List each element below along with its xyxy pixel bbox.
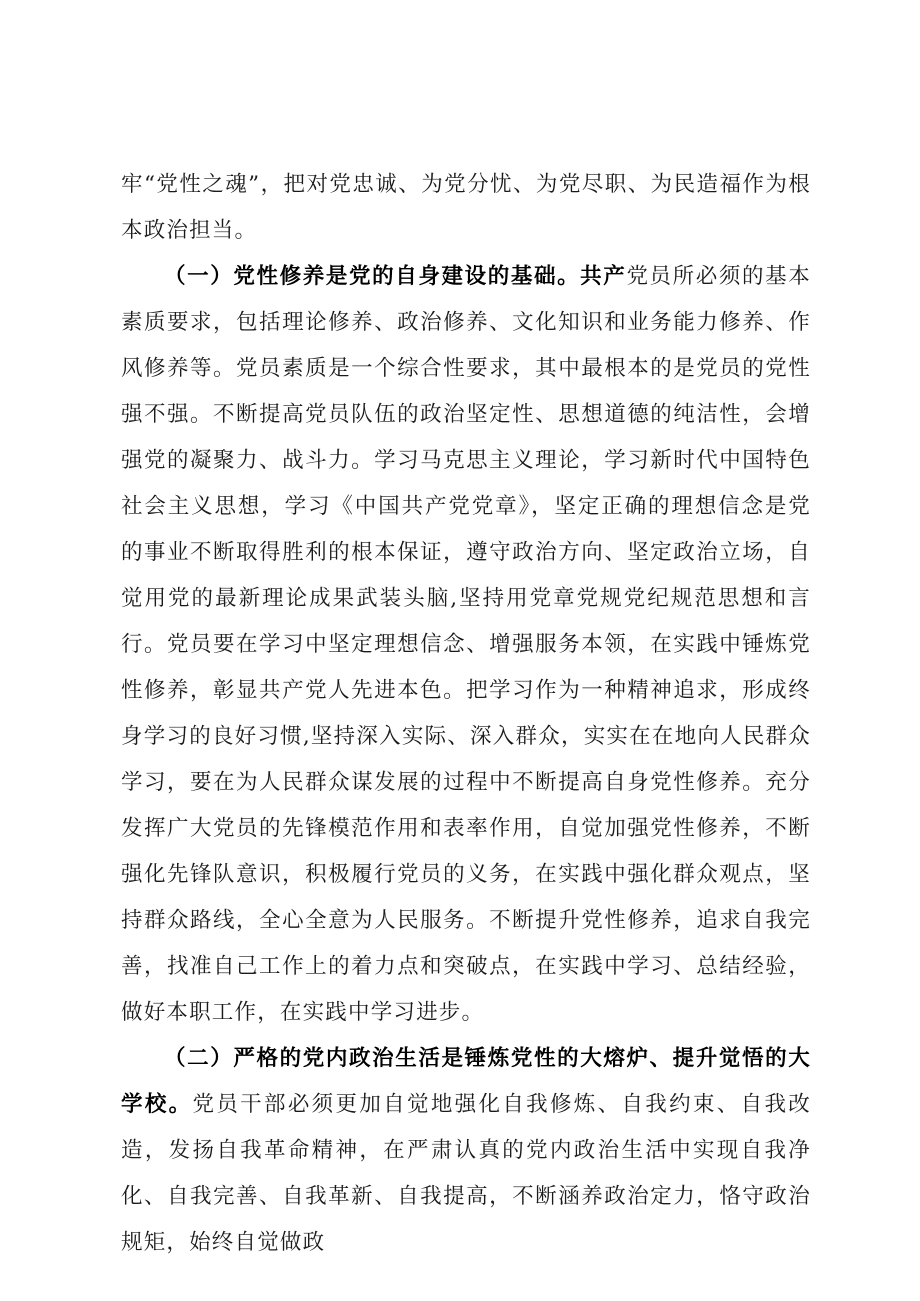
paragraph-text: 党员干部必须更加自觉地强化自我修炼、自我约束、自我改造，发扬自我革命精神，在严肃认真的党内政治生活中实现自我净化、自我完善、自我革新、自我提高，不断涵养政治定力，恪守政治规矩，始终自觉做政 <box>121 1092 811 1255</box>
document-body <box>121 162 811 1266</box>
paragraph-section-2 <box>121 1036 811 1266</box>
paragraph-text: 牢“党性之魂”，把对党忠诚、为党分忧、为党尽职、为民造福作为根本政治担当。 <box>121 172 811 243</box>
paragraph-text: 党员所必须的基本素质要求，包括理论修养、政治修养、文化知识和业务能力修养、作风修养等。党员素质是一个综合性要求，其中最根本的是党员的党性强不强。不断提高党员队伍的政治坚定性、思想道德的纯洁性，会增强党的凝聚力、战斗力。学习马克思主义理论，学习新时代中国特色社会主义思想，学习《中国共产党党章》，坚定正确的理想信念是党的事业不断取得胜利的根本保证，遵守政治方向、坚定政治立场，自觉用党的最新理论成果武装头脑,坚持用党章党规党纪规范思想和言行。党员要在学习中坚定理想信念、增强服务本领，在实践中锤炼党性修养，彰显共产党人先进本色。把学习作为一种精神追求，形成终身学习的良好习惯,坚持深入实际、深入群众，实实在在地向人民群众学习，要在为人民群众谋发展的过程中不断提高自身党性修养。充分发挥广大党员的先锋模范作用和表率作用，自觉加强党性修养，不断强化先锋队意识，积极履行党员的义务，在实践中强化群众观点，坚持群众路线，全心全意为人民服务。不断提升党性修养，追求自我完善，找准自己工作上的着力点和突破点，在实践中学习、总结经验，做好本职工作，在实践中学习进步。 <box>121 264 811 1025</box>
section-heading-1: （一）党性修养是党的自身建设的基础。共产 <box>164 264 627 289</box>
paragraph-continuation <box>121 162 811 254</box>
paragraph-section-1 <box>121 254 811 1036</box>
section-heading-2: （二）严格的党内政治生活是锤炼党性的大熔炉、提升觉悟的大学校。 <box>121 1046 811 1117</box>
